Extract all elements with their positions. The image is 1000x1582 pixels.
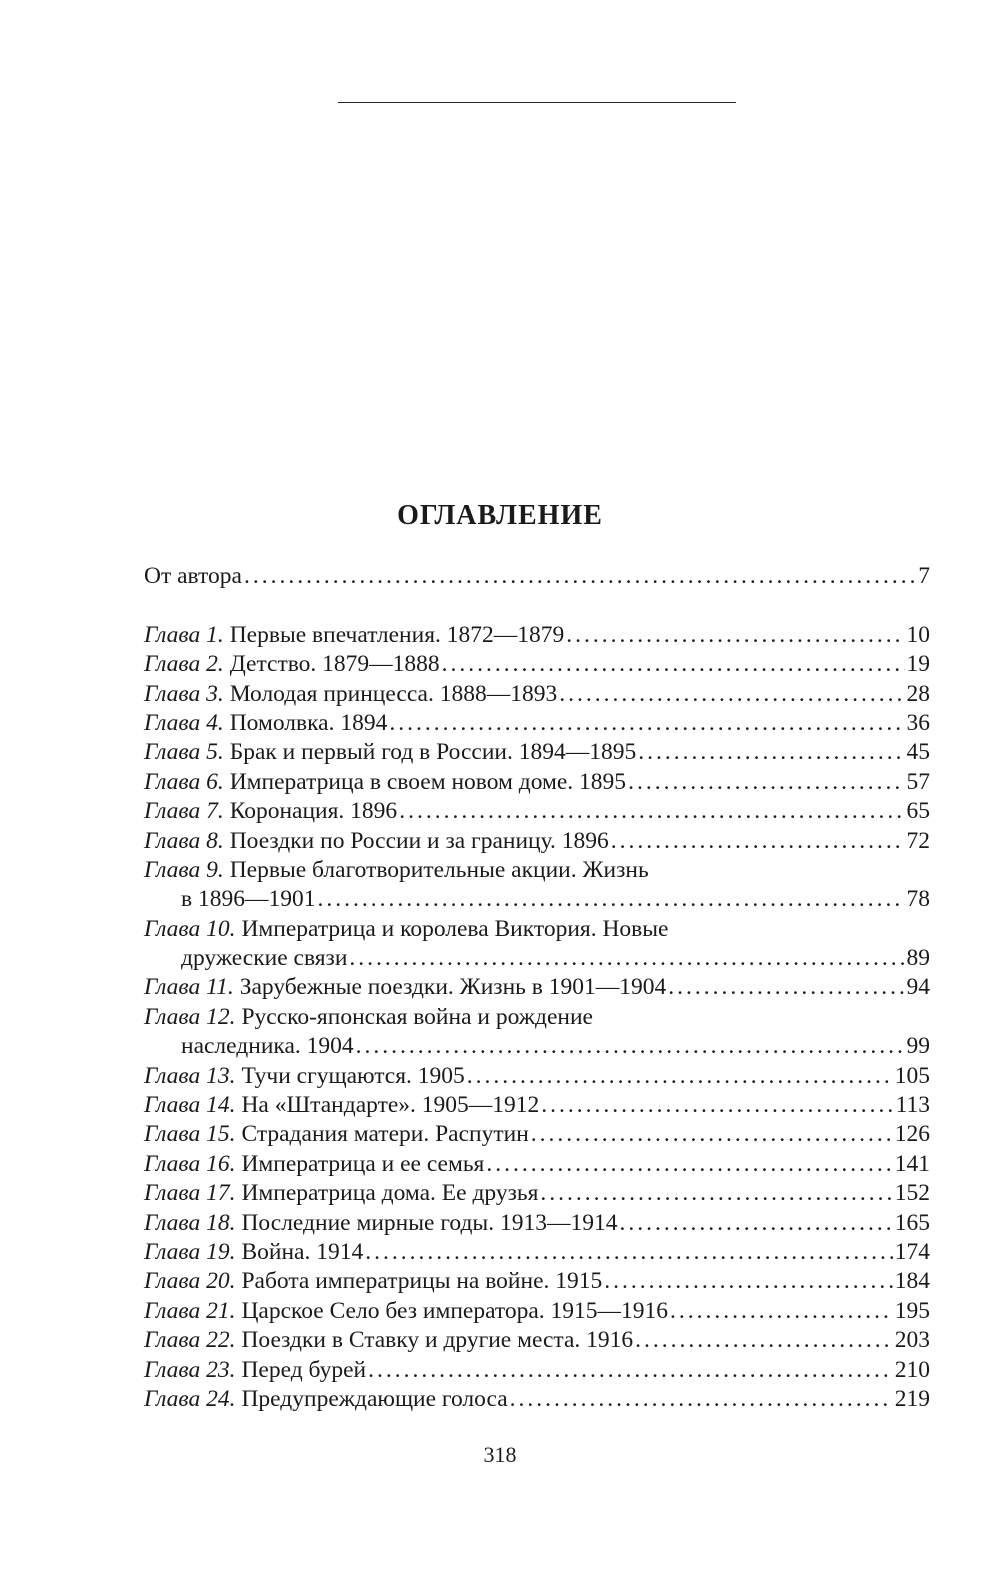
chapter-label: Глава 2. <box>144 651 224 678</box>
dot-leader <box>531 1120 893 1149</box>
chapter-title: Первые благотворительные акции. Жизнь <box>229 856 649 883</box>
chapter-title: Императрица дома. Ее друзья <box>241 1180 539 1207</box>
chapter-page: 89 <box>906 945 930 972</box>
dot-leader <box>559 680 904 709</box>
chapter-label: Глава 11. <box>144 974 234 1001</box>
toc-entry-chapter-13[interactable] <box>144 1062 930 1091</box>
toc-entry-chapter-3[interactable] <box>144 680 930 709</box>
chapter-title: Последние мирные годы. 1913—1914 <box>241 1209 618 1236</box>
toc-entry-continuation[interactable] <box>144 1032 930 1061</box>
chapter-title: Первые впечатления. 1872—1879 <box>229 621 565 648</box>
toc-entry-chapter-1[interactable] <box>144 621 930 650</box>
page-number: 318 <box>483 1442 517 1467</box>
chapter-label: Глава 8. <box>144 827 224 854</box>
toc-entry-chapter-23[interactable] <box>144 1356 930 1385</box>
toc-entry-chapter-9[interactable] <box>144 856 930 885</box>
dot-leader <box>442 650 905 679</box>
dot-leader <box>349 944 904 973</box>
chapter-title: Помолвка. 1894 <box>229 709 388 736</box>
chapter-label: Глава 9. <box>144 856 224 883</box>
dot-leader <box>604 1267 892 1296</box>
toc-entry-chapter-4[interactable] <box>144 709 930 738</box>
chapter-label: Глава 13. <box>144 1062 236 1089</box>
dot-leader <box>566 621 904 650</box>
chapter-title: Война. 1914 <box>241 1238 364 1265</box>
dot-leader <box>541 1091 893 1120</box>
chapter-title: Брак и первый год в России. 1894—1895 <box>229 739 637 766</box>
toc-entry-chapter-8[interactable] <box>144 827 930 856</box>
chapter-title: Молодая принцесса. 1888—1893 <box>229 680 558 707</box>
chapter-title: Императрица и королева Виктория. Новые <box>241 915 669 942</box>
chapter-label: Глава 3. <box>144 680 224 707</box>
toc-entry-chapter-6[interactable] <box>144 768 930 797</box>
chapter-title: Коронация. 1896 <box>229 798 398 825</box>
chapter-title: наследника. 1904 <box>181 1033 354 1060</box>
chapter-label: Глава 10. <box>144 915 236 942</box>
toc-entry-intro[interactable] <box>144 562 930 591</box>
chapter-page: 65 <box>906 798 930 825</box>
dot-leader <box>365 1238 893 1267</box>
dot-leader <box>668 973 904 1002</box>
chapter-page: 126 <box>894 1121 930 1148</box>
toc-entry-chapter-21[interactable] <box>144 1297 930 1326</box>
toc-entry-chapter-7[interactable] <box>144 797 930 826</box>
toc-title: ОГЛАВЛЕНИЕ <box>397 500 603 531</box>
chapter-page: 105 <box>894 1062 930 1089</box>
chapter-page: 195 <box>894 1297 930 1324</box>
chapter-page: 99 <box>906 1033 930 1060</box>
toc-entry-chapter-10[interactable] <box>144 915 930 944</box>
top-rule <box>338 102 736 103</box>
dot-leader <box>635 1326 893 1355</box>
chapter-title: в 1896—1901 <box>181 886 316 913</box>
dot-leader <box>486 1150 892 1179</box>
toc-entry-chapter-2[interactable] <box>144 650 930 679</box>
chapter-title: Поездки в Ставку и другие места. 1916 <box>241 1327 634 1354</box>
dot-leader <box>510 1385 893 1414</box>
dot-leader <box>467 1062 893 1091</box>
toc-entry-chapter-24[interactable] <box>144 1385 930 1414</box>
chapter-page: 113 <box>895 1092 930 1119</box>
dot-leader <box>317 885 904 914</box>
toc-entry-text: От автора <box>144 563 242 589</box>
chapter-label: Глава 12. <box>144 1003 236 1030</box>
chapter-page: 174 <box>894 1238 930 1265</box>
dot-leader <box>628 768 904 797</box>
chapter-label: Глава 17. <box>144 1180 236 1207</box>
toc-entry-page: 7 <box>918 563 930 589</box>
toc-entry-chapter-11[interactable] <box>144 973 930 1002</box>
dot-leader <box>540 1179 892 1208</box>
chapter-page: 94 <box>906 974 930 1001</box>
chapter-label: Глава 18. <box>144 1209 236 1236</box>
toc-entry-continuation[interactable] <box>144 885 930 914</box>
chapter-title: Тучи сгущаются. 1905 <box>241 1062 465 1089</box>
dot-leader <box>619 1209 892 1238</box>
chapter-page: 141 <box>894 1150 930 1177</box>
chapter-page: 72 <box>906 827 930 854</box>
dot-leader <box>368 1356 893 1385</box>
toc-entry-chapter-12[interactable] <box>144 1003 930 1032</box>
toc-entry-chapter-19[interactable] <box>144 1238 930 1267</box>
toc-entry-chapter-16[interactable] <box>144 1150 930 1179</box>
chapter-page: 203 <box>894 1327 930 1354</box>
chapter-label: Глава 6. <box>144 768 224 795</box>
toc-entry-chapter-20[interactable] <box>144 1267 930 1296</box>
chapter-title: Детство. 1879—1888 <box>229 651 440 678</box>
chapter-title: дружеские связи <box>181 945 348 972</box>
chapter-page: 45 <box>906 739 930 766</box>
chapter-label: Глава 7. <box>144 798 224 825</box>
chapter-title: Зарубежные поездки. Жизнь в 1901—1904 <box>239 974 667 1001</box>
chapter-page: 165 <box>894 1209 930 1236</box>
toc-entry-chapter-18[interactable] <box>144 1209 930 1238</box>
chapter-label: Глава 16. <box>144 1150 236 1177</box>
dot-leader <box>389 709 904 738</box>
chapter-title: Императрица и ее семья <box>241 1150 485 1177</box>
chapter-label: Глава 15. <box>144 1121 236 1148</box>
chapter-page: 57 <box>906 768 930 795</box>
chapter-label: Глава 1. <box>144 621 224 648</box>
chapter-page: 78 <box>906 886 930 913</box>
toc-entry-chapter-5[interactable] <box>144 738 930 767</box>
toc-entry-chapter-14[interactable] <box>144 1091 930 1120</box>
table-of-contents <box>144 562 930 1414</box>
chapter-page: 28 <box>906 680 930 707</box>
toc-entry-chapter-17[interactable] <box>144 1179 930 1208</box>
chapter-page: 19 <box>906 651 930 678</box>
toc-entry-chapter-22[interactable] <box>144 1326 930 1355</box>
chapter-title: На «Штандарте». 1905—1912 <box>241 1092 540 1119</box>
toc-entry-continuation[interactable] <box>144 944 930 973</box>
chapter-page: 10 <box>906 621 930 648</box>
chapter-title: Поездки по России и за границу. 1896 <box>229 827 609 854</box>
chapter-title: Страдания матери. Распутин <box>241 1121 529 1148</box>
dot-leader <box>399 797 904 826</box>
chapter-label: Глава 23. <box>144 1356 236 1383</box>
dot-leader <box>244 562 916 591</box>
toc-entry-chapter-15[interactable] <box>144 1120 930 1149</box>
dot-leader <box>611 827 905 856</box>
chapter-title: Работа императрицы на войне. 1915 <box>241 1268 603 1295</box>
chapter-title: Императрица в своем новом доме. 1895 <box>229 768 627 795</box>
chapter-page: 219 <box>894 1385 930 1412</box>
chapter-page: 210 <box>894 1356 930 1383</box>
chapter-page: 184 <box>894 1268 930 1295</box>
chapter-page: 152 <box>894 1180 930 1207</box>
dot-leader <box>356 1032 905 1061</box>
chapter-page: 36 <box>906 709 930 736</box>
chapter-label: Глава 19. <box>144 1238 236 1265</box>
chapter-label: Глава 14. <box>144 1092 236 1119</box>
chapter-label: Глава 5. <box>144 739 224 766</box>
chapter-label: Глава 4. <box>144 709 224 736</box>
chapter-title: Русско-японская война и рождение <box>241 1003 593 1030</box>
chapter-label: Глава 21. <box>144 1297 236 1324</box>
chapter-title: Предупреждающие голоса <box>241 1385 508 1412</box>
chapter-title: Перед бурей <box>241 1356 367 1383</box>
chapter-label: Глава 22. <box>144 1327 236 1354</box>
chapter-label: Глава 24. <box>144 1385 236 1412</box>
dot-leader <box>638 738 904 767</box>
chapter-label: Глава 20. <box>144 1268 236 1295</box>
dot-leader <box>670 1297 893 1326</box>
chapter-title: Царское Село без императора. 1915—1916 <box>241 1297 669 1324</box>
